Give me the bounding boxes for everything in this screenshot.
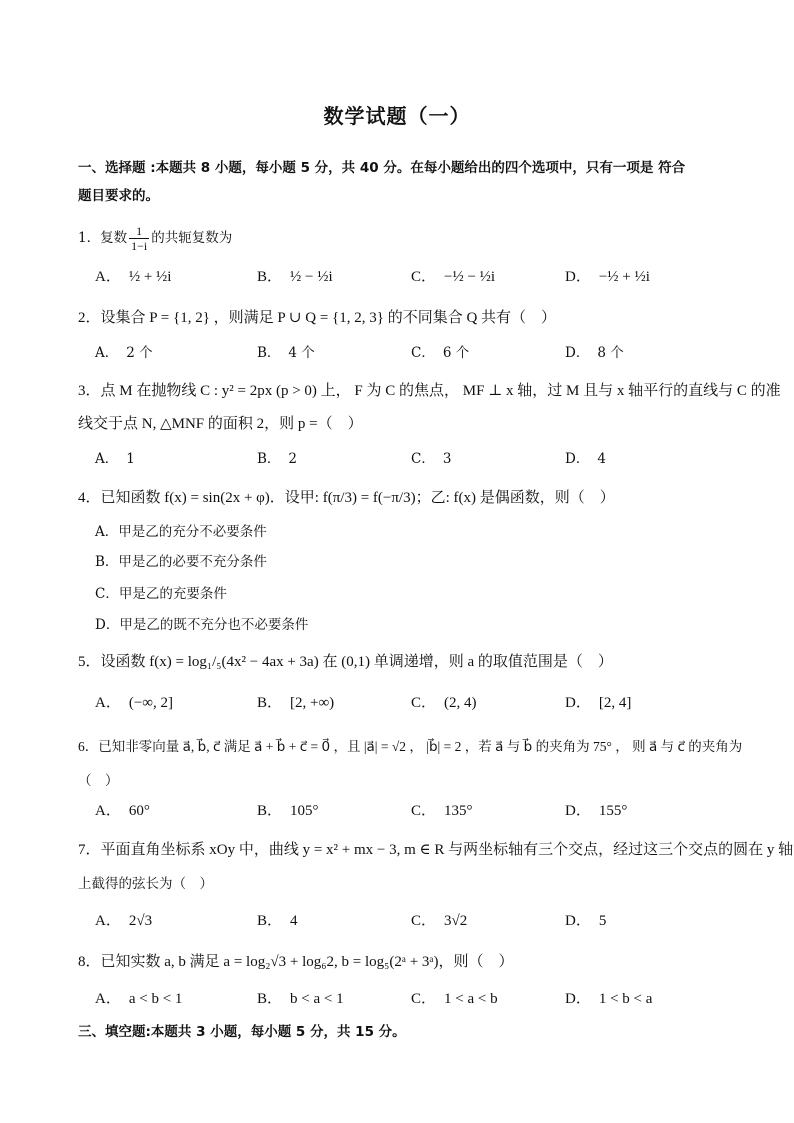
option-b[interactable]: B． [2, +∞)	[257, 695, 335, 711]
option-c[interactable]: C． 3√2	[411, 913, 468, 929]
question-6: 6．已知非零向量 a⃗, b⃗, c⃗ 满足 a⃗ + b⃗ + c⃗ = 0⃗ ，且 |a⃗| = √2 ， |b⃗| = 2 ，若 a⃗ 与 b⃗ 的夹角为 75° ， 则 a⃗ 与 c⃗ 的夹角为	[78, 739, 743, 754]
option-b[interactable]: B． 4	[257, 913, 298, 929]
question-7-cont: 上截得的弦长为（ ）	[78, 876, 213, 892]
question-5-options	[95, 692, 735, 716]
option-a[interactable]: A． ½ + ½i	[95, 269, 172, 285]
option-b[interactable]: B． b < a < 1	[257, 991, 344, 1007]
option-b[interactable]: B． 4 个	[257, 345, 315, 361]
option-a[interactable]: A． a < b < 1	[95, 991, 183, 1007]
option-d[interactable]: D．甲是乙的既不充分也不必要条件	[95, 617, 309, 633]
option-c[interactable]: C． 6 个	[411, 345, 470, 361]
question-1	[78, 224, 232, 253]
question-6-options	[95, 800, 735, 824]
question-6-cont: （ ）	[78, 773, 119, 789]
question-3-options	[95, 448, 735, 472]
question-7-options	[95, 910, 735, 934]
option-a[interactable]: A． (−∞, 2]	[95, 695, 173, 711]
question-2: 2．设集合 P = {1, 2} ，则满足 P ∪ Q = {1, 2, 3} 的不同集合 Q 共有（ ）	[78, 310, 557, 326]
option-a[interactable]: A． 2 个	[95, 345, 153, 361]
option-d[interactable]: D． −½ + ½i	[565, 269, 650, 285]
question-1-fraction: $\frac{1}{1-i}$	[131, 224, 148, 253]
option-c[interactable]: C． 135°	[411, 803, 473, 819]
question-4: 4．已知函数 f(x) = sin(2x + φ)．设甲: f(π/3) = f(−π/3)；乙: f(x) 是偶函数，则（ ）	[78, 490, 615, 506]
option-a[interactable]: A． 2√3	[95, 913, 153, 929]
section-1-header-cont: 题目要求的。	[78, 188, 159, 204]
question-1-pre: 复数	[100, 230, 128, 246]
option-d[interactable]: D． 4	[565, 451, 606, 467]
question-1-number: 1．	[78, 230, 101, 246]
question-8: 8．已知实数 a, b 满足 a = log₂√3 + log₆2, b = log₅(2ᵃ + 3ᵃ)，则（ ）	[78, 954, 514, 970]
option-a[interactable]: A． 1	[95, 451, 135, 467]
question-3-cont: 线交于点 N, △MNF 的面积 2，则 p =（ ）	[78, 416, 363, 432]
question-7: 7．平面直角坐标系 xOy 中，曲线 y = x² + mx − 3, m ∈ R 与两坐标轴有三个交点，经过这三个交点的圆在 y 轴	[78, 842, 794, 858]
option-b[interactable]: B． 2	[257, 451, 298, 467]
question-5: 5．设函数 f(x) = log₁/₅(4x² − 4ax + 3a) 在 (0,1) 单调递增，则 a 的取值范围是（ ）	[78, 654, 613, 670]
section-3-header: 三、填空题:本题共 3 小题，每小题 5 分，共 15 分。	[78, 1024, 406, 1040]
option-c[interactable]: C．甲是乙的充要条件	[95, 586, 227, 602]
option-c[interactable]: C． 1 < a < b	[411, 991, 498, 1007]
question-2-options	[95, 342, 735, 366]
option-b[interactable]: B． 105°	[257, 803, 319, 819]
option-d[interactable]: D． [2, 4]	[565, 695, 632, 711]
option-c[interactable]: C． (2, 4)	[411, 695, 477, 711]
option-d[interactable]: D． 5	[565, 913, 607, 929]
section-1-header: 一、选择题 :本题共 8 小题，每小题 5 分，共 40 分。在每小题给出的四个选项中，只有一项是 符合	[78, 160, 686, 176]
option-b[interactable]: B．甲是乙的必要不充分条件	[95, 554, 267, 570]
option-a[interactable]: A． 60°	[95, 803, 150, 819]
option-c[interactable]: C． 3	[411, 451, 452, 467]
option-b[interactable]: B． ½ − ½i	[257, 269, 333, 285]
question-1-post: 的共轭复数为	[151, 230, 233, 246]
option-a[interactable]: A．甲是乙的充分不必要条件	[95, 524, 267, 540]
question-8-options	[95, 988, 735, 1012]
option-d[interactable]: D． 155°	[565, 803, 628, 819]
question-3: 3．点 M 在抛物线 C : y² = 2px (p > 0) 上， F 为 C 的焦点， MF ⊥ x 轴，过 M 且与 x 轴平行的直线与 C 的准	[78, 383, 781, 399]
option-d[interactable]: D． 1 < b < a	[565, 991, 653, 1007]
page-title: 数学试题（一）	[323, 104, 471, 128]
option-d[interactable]: D． 8 个	[565, 345, 624, 361]
question-1-options	[95, 266, 735, 290]
option-c[interactable]: C． −½ − ½i	[411, 269, 496, 285]
